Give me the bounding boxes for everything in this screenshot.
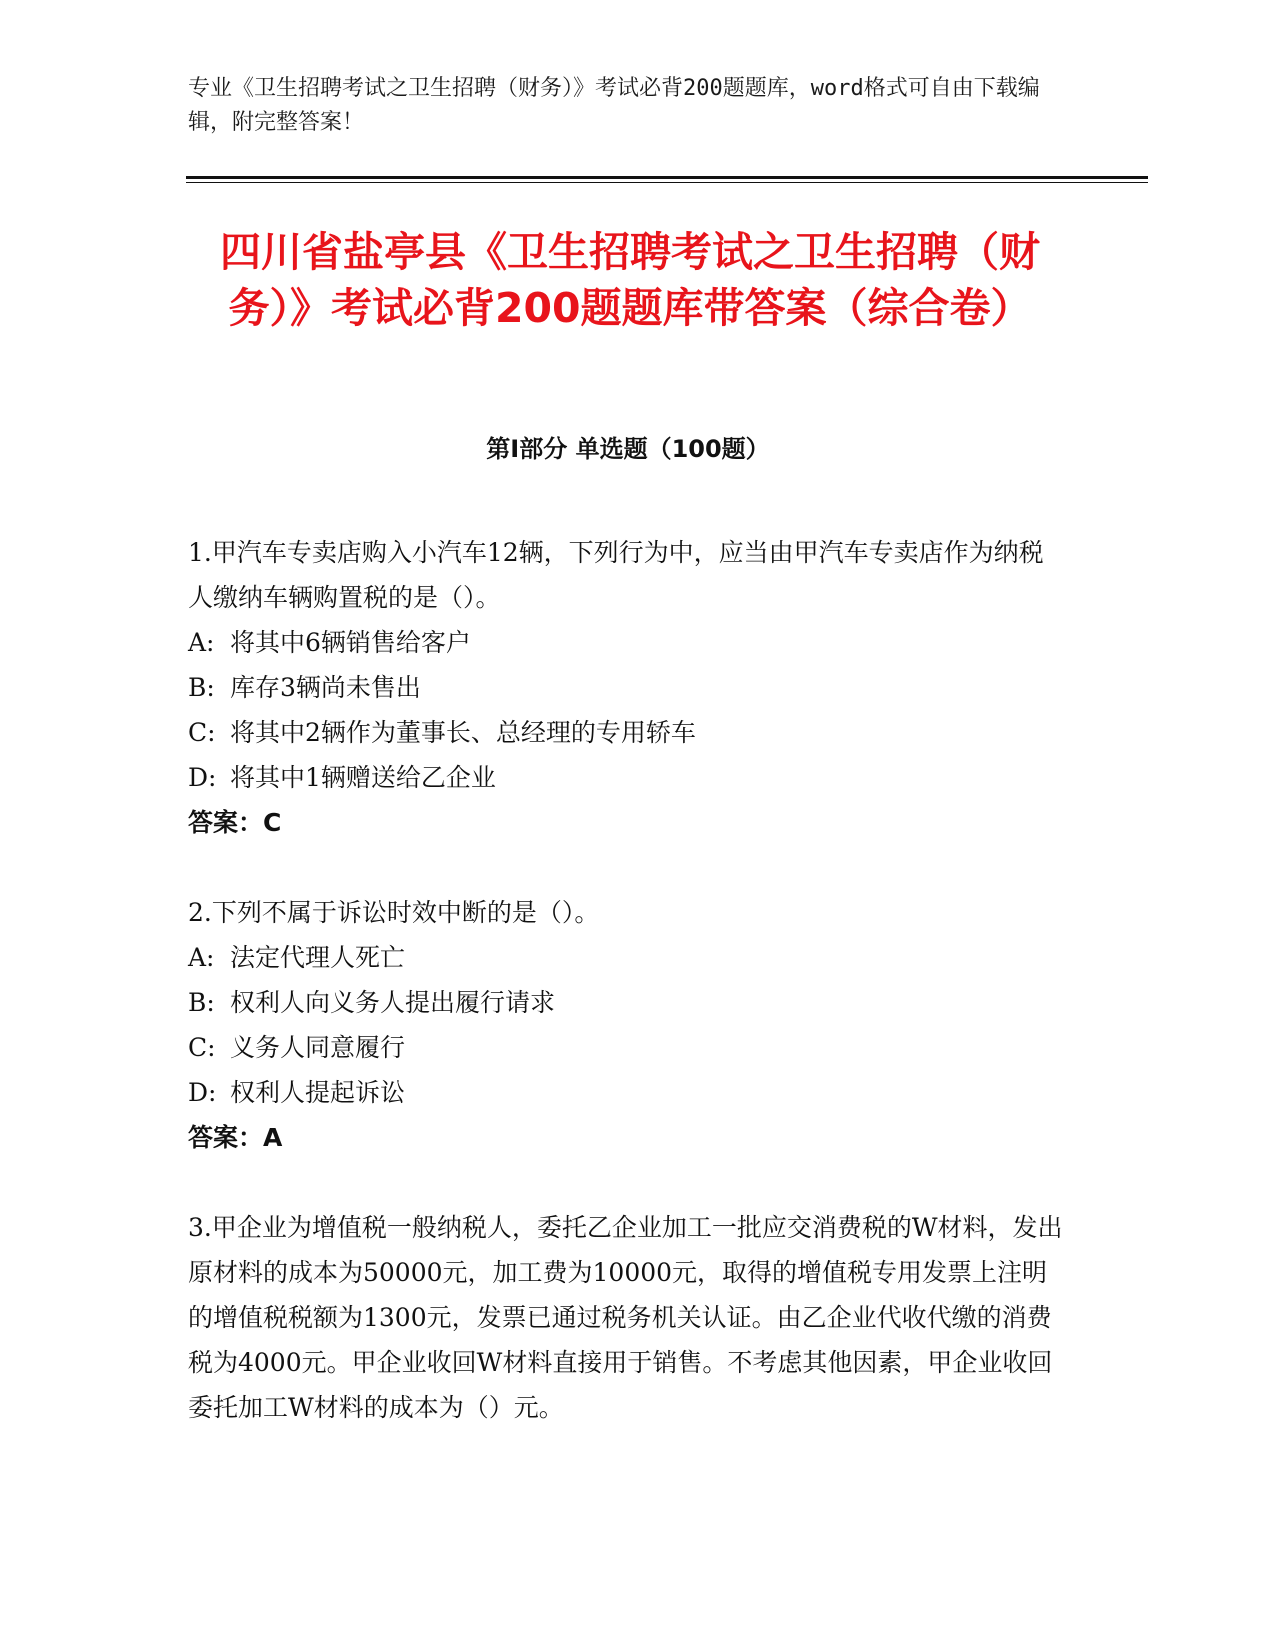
answer-label: 答案：: [188, 808, 264, 837]
section-title: 第Ⅰ部分 单选题（100题）: [486, 435, 770, 463]
option-letter: A:: [188, 943, 215, 972]
option-text: 库存3辆尚未售出: [230, 673, 421, 702]
option-c: [188, 710, 1068, 755]
option-text: 将其中1辆赠送给乙企业: [230, 763, 496, 792]
header-divider-thin: [186, 182, 1148, 183]
header-note: 专业《卫生招聘考试之卫生招聘（财务）》考试必背200题题库，word格式可自由下载编辑，附完整答案！: [188, 76, 1040, 135]
question-list: [188, 530, 1068, 1475]
question-1: [188, 530, 1068, 845]
answer-value: A: [263, 1123, 283, 1152]
header-divider-thick: [186, 176, 1148, 179]
question-2: [188, 890, 1068, 1160]
option-letter: D:: [188, 763, 217, 792]
option-text: 将其中6辆销售给客户: [230, 628, 471, 657]
option-letter: C:: [188, 718, 216, 747]
option-a: [188, 935, 1068, 980]
option-text: 法定代理人死亡: [230, 943, 406, 972]
option-letter: B:: [188, 673, 215, 702]
option-c: [188, 1025, 1068, 1070]
option-b: [188, 980, 1068, 1025]
option-d: [188, 1070, 1068, 1115]
answer-label: 答案：: [188, 1123, 264, 1152]
option-letter: C:: [188, 1033, 216, 1062]
option-letter: A:: [188, 628, 215, 657]
option-text: 将其中2辆作为董事长、总经理的专用轿车: [230, 718, 696, 747]
answer-line: [188, 800, 1068, 845]
question-3: [188, 1205, 1068, 1430]
option-letter: B:: [188, 988, 215, 1017]
answer-line: [188, 1115, 1068, 1160]
answer-value: C: [263, 808, 282, 837]
question-stem: 2.下列不属于诉讼时效中断的是（）。: [188, 898, 600, 927]
option-a: [188, 620, 1068, 665]
question-stem: 1.甲汽车专卖店购入小汽车12辆，下列行为中，应当由甲汽车专卖店作为纳税人缴纳车辆购置税的是（）。: [188, 538, 1044, 612]
option-d: [188, 755, 1068, 800]
option-text: 权利人提起诉讼: [230, 1078, 406, 1107]
document-title: 四川省盐亭县《卫生招聘考试之卫生招聘（财务）》考试必背200题题库带答案（综合卷）: [220, 228, 1040, 332]
option-b: [188, 665, 1068, 710]
option-text: 权利人向义务人提出履行请求: [230, 988, 556, 1017]
option-text: 义务人同意履行: [230, 1033, 406, 1062]
question-stem: 3.甲企业为增值税一般纳税人，委托乙企业加工一批应交消费税的W材料，发出原材料的成本为50000元，加工费为10000元，取得的增值税专用发票上注明的增值税税额为1300元，发票已通过税务机关认证。由乙企业代收代缴的消费税为4000元。甲企业收回W材料直接用于销售。不考虑其他因素，甲企业收回委托加工W材料的成本为（）元。: [188, 1213, 1063, 1422]
option-letter: D:: [188, 1078, 217, 1107]
